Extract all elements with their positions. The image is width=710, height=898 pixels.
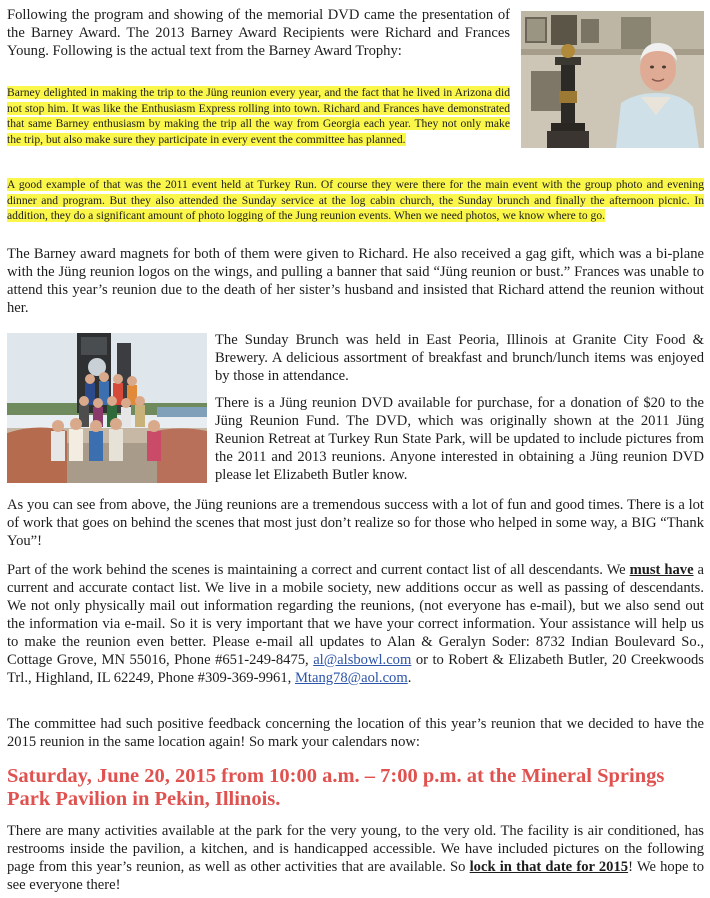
committee-text: The committee had such positive feedback concerning the location of this year’s reunion that we decided to have the 2015 reunion in the same location again! So mark your calendars now: (7, 716, 704, 750)
trophy-quote-2 (7, 177, 704, 224)
magnets-paragraph (7, 245, 704, 317)
activities-paragraph (7, 822, 704, 894)
must-have-emphasis: must have (629, 562, 694, 578)
event-headline-text: Saturday, June 20, 2015 from 10:00 a.m. – 7:00 p.m. at the Mineral Springs Park Pavilion in Pekin, Illinois. (7, 765, 665, 810)
dvd-paragraph (215, 394, 704, 484)
trophy-quote-1-text: Barney delighted in making the trip to the Jüng reunion every year, and the fact that he lived in Arizona did not stop him. It was like the Enthusiasm Express rolling into town. Richard and Frances have demonstrated that same Barney enthusiasm by making the trip all the way from Georgia each year. They not only make the trip, but also make sure they participate in every event the committee has planned. (7, 86, 510, 146)
email-link-butler[interactable]: Mtang78@aol.com (294, 670, 408, 686)
success-text: As you can see from above, the Jüng reunions are a tremendous success with a lot of fun and good times. There is a lot of work that goes on behind the scenes that most just don’t realize so for those who helped in some way, a BIG “Thank You”! (7, 497, 704, 549)
group-photo (7, 333, 207, 483)
contact-text-part2: a current and accurate contact list. We live in a mobile society, new additions occur as well as passing of descendants. We not only physically mail out information regarding the reunions, (not everyone has e-mail), but we also send out the information via e-mail. So it is very important that we have your correct information. Your assistance will help us to make the reunion even better. Please e-mail all updates to Alan & Geralyn Soder: 8732 Indian Boulevard So., Cottage Grove, MN 55016, Phone #651-249-8475, (7, 562, 704, 668)
contact-text-part1: Part of the work behind the scenes is maintaining a correct and current contact list of all descendants. We (7, 562, 630, 578)
contact-paragraph (7, 561, 704, 687)
trophy-quote-1 (7, 85, 510, 147)
contact-text-part4: . (407, 670, 412, 686)
brunch-paragraph (215, 331, 704, 385)
success-paragraph (7, 496, 704, 550)
activities-text-part1: There are many activities available at the park for the very young, to the very old. The facility is air conditioned, has restrooms inside the pavilion, a kitchen, and is handicapped accessible. We have included pictures on the following page from this year’s reunion, as well as other activities that are available. So (7, 823, 704, 875)
contact-text-part3: or to Robert & Elizabeth Butler, 20 Creekwoods Trl., Highland, IL 62249, Phone #309-369-9961, (7, 652, 704, 686)
magnets-text: The Barney award magnets for both of them were given to Richard. He also received a gag gift, which was a bi-plane with the Jüng reunion logos on the wings, and pulling a banner that said “Jüng reunion or bust.” Frances was unable to attend this year’s reunion due to the death of her sister’s husband and insisted that Richard attend the reunion without her. (7, 246, 704, 316)
email-link-soder[interactable]: al@alsbowl.com (313, 652, 412, 668)
activities-text (7, 822, 704, 894)
trophy-recipient-photo (521, 11, 704, 148)
lock-in-emphasis: lock in that date for 2015 (469, 859, 629, 875)
contact-text (7, 561, 704, 687)
trophy-quote-2-text: A good example of that was the 2011 event held at Turkey Run. Of course they were there for the main event with the group photo and evening dinner and program. But they also attended the Sunday service at the log cabin church, the Sunday brunch and finally the afternoon picnic. In addition, they do a significant amount of photo logging of the Jung reunion events. When we need photos, we know where to go. (7, 178, 704, 223)
intro-paragraph (7, 6, 510, 60)
brunch-text: The Sunday Brunch was held in East Peoria, Illinois at Granite City Food & Brewery. A delicious assortment of breakfast and brunch/lunch items was enjoyed by those in attendance. (215, 332, 704, 384)
event-headline (7, 765, 704, 811)
dvd-text: There is a Jüng reunion DVD available for purchase, for a donation of $20 to the Jüng Reunion Fund. The DVD, which was originally shown at the 2011 Jüng Reunion Retreat at Turkey Run State Park, will be updated to include pictures from the 2011 and 2013 reunions. Anyone interested in obtaining a Jüng reunion DVD please let Elizabeth Butler know. (215, 395, 704, 483)
intro-text: Following the program and showing of the memorial DVD came the presentation of the Barney Award. The 2013 Barney Award Recipients were Richard and Frances Young. Following is the actual text from the Barney Award Trophy: (7, 7, 510, 59)
committee-paragraph (7, 715, 704, 751)
activities-text-part2: ! We hope to see everyone there! (7, 859, 705, 893)
